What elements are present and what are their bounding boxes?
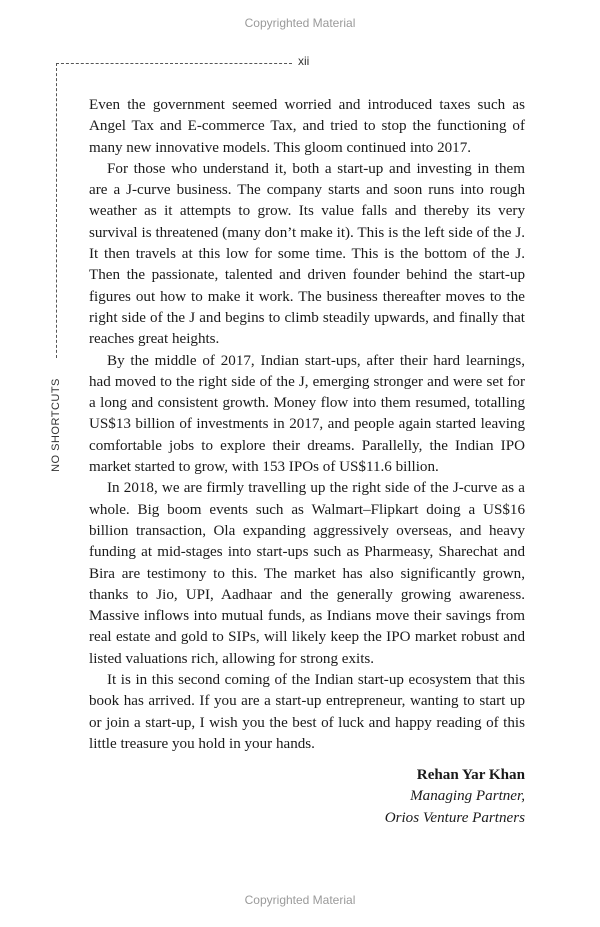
paragraph: Even the government seemed worried and introduced taxes such as Angel Tax and E-commerce Tax, and tried to stop the functioning of many new innovative models. This gloom continued into 2017. [89,97,525,156]
signature-block [385,765,525,829]
body-text [89,95,525,755]
running-title: NO SHORTCUTS [49,360,63,490]
signature-organization: Orios Venture Partners [384,809,525,826]
side-rule [56,63,57,363]
paragraph: For those who understand it, both a start-up and investing in them are a J-curve business. The company starts and soon runs into rough weather as it attempts to grow. Its value falls and thereby its very survival is threatened (many don’t make it). This is the left side of the J. It then travels at this low for some time. This is the bottom of the J. Then the passionate, talented and driven founder behind the start-up figures out how to make it work. The business thereafter moves to the right side of the J and begins to climb steadily upwards, and finally that reaches great heights. [89,160,525,348]
watermark-bottom: Copyrighted Material [244,893,356,907]
paragraph: By the middle of 2017, Indian start-ups, after their hard learnings, had moved to the right side of the J, emerging stronger and were set for a long and consistent growth. Money flow into them resumed, totalling US$13 billion of investments in 2017, and people again started leaving comfortable jobs to explore their dreams. Parallelly, the Indian IPO market started to grow, with 153 IPOs of US$11.6 billion. [89,352,525,476]
signature-name: Rehan Yar Khan [416,767,525,783]
paragraph: In 2018, we are firmly travelling up the right side of the J-curve as a whole. Big boom events such as Walmart–Flipkart doing a US$16 billion transaction, Ola expanding aggressively overseas, and heavy funding at mid-stages into start-ups such as Pharmeasy, Sharechat and Bira are testimony to this. The market has also significantly grown, thanks to Jio, UPI, Aadhaar and the generally growing awareness. Massive inflows into mutual funds, as Indians move their savings from real estate and gold to SIPs, will likely keep the IPO market robust and listed valuations rich, allowing for strong exits. [89,480,525,667]
header-rule [56,63,292,64]
page-number: xii [298,54,310,68]
paragraph: It is in this second coming of the Indian start-up ecosystem that this book has arrived. If you are a start-up entrepreneur, wanting to start up or join a start-up, I wish you the best of luck and happy reading of this little treasure you hold in your hands. [89,672,525,752]
watermark-top: Copyrighted Material [244,16,356,30]
signature-title: Managing Partner, [410,788,525,805]
